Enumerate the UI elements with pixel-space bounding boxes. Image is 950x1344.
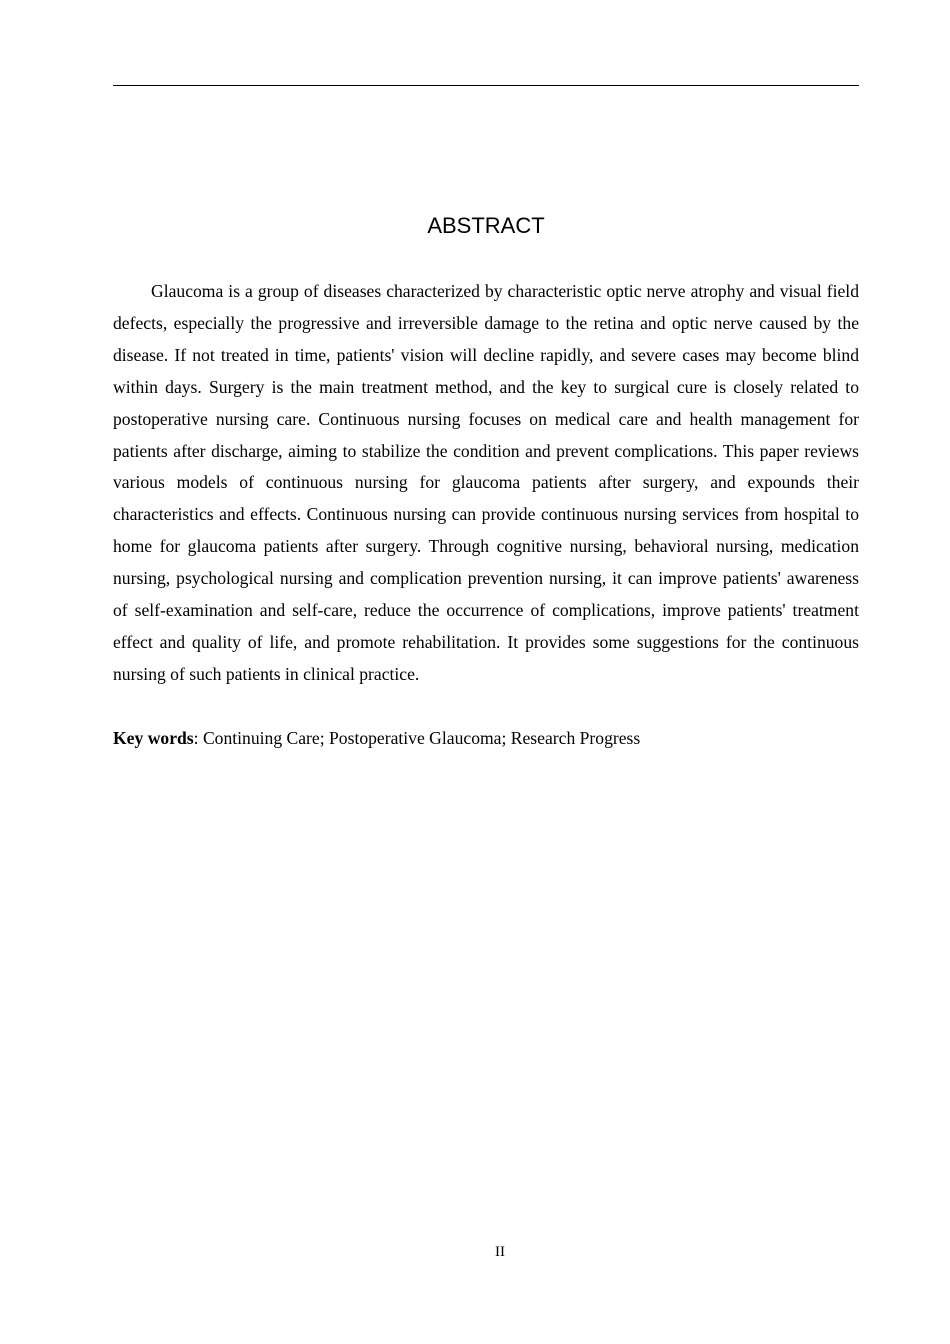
abstract-title: ABSTRACT — [427, 213, 545, 238]
keywords-list: Continuing Care; Postoperative Glaucoma; Research Progress — [202, 728, 641, 748]
abstract-body: Glaucoma is a group of diseases characterized by characteristic optic nerve atrophy and visual field defects, especially the progressive and irreversible damage to the retina and optic nerve caused by the disease. If not treated in time, patients' vision will decline rapidly, and severe cases may become blind within days. Surgery is the main treatment method, and the key to surgical cure is closely related to postoperative nursing care. Continuous nursing focuses on medical care and health management for patients after discharge, aiming to stabilize the condition and prevent complications. This paper reviews various models of continuous nursing for glaucoma patients after surgery, and expounds their characteristics and effects. Continuous nursing can provide continuous nursing services from hospital to home for glaucoma patients after surgery. Through cognitive nursing, behavioral nursing, medication nursing, psychological nursing and complication prevention nursing, it can improve patients' awareness of self-examination and self-care, reduce the occurrence of complications, improve patients' treatment effect and quality of life, and promote rehabilitation. It provides some suggestions for the continuous nursing of such patients in clinical practice. — [113, 281, 859, 684]
header-rule — [113, 85, 859, 86]
keywords-separator: : — [193, 728, 203, 748]
page-number: II — [495, 1244, 505, 1260]
keywords-label: Key words — [113, 728, 194, 748]
keywords-line — [113, 723, 859, 755]
